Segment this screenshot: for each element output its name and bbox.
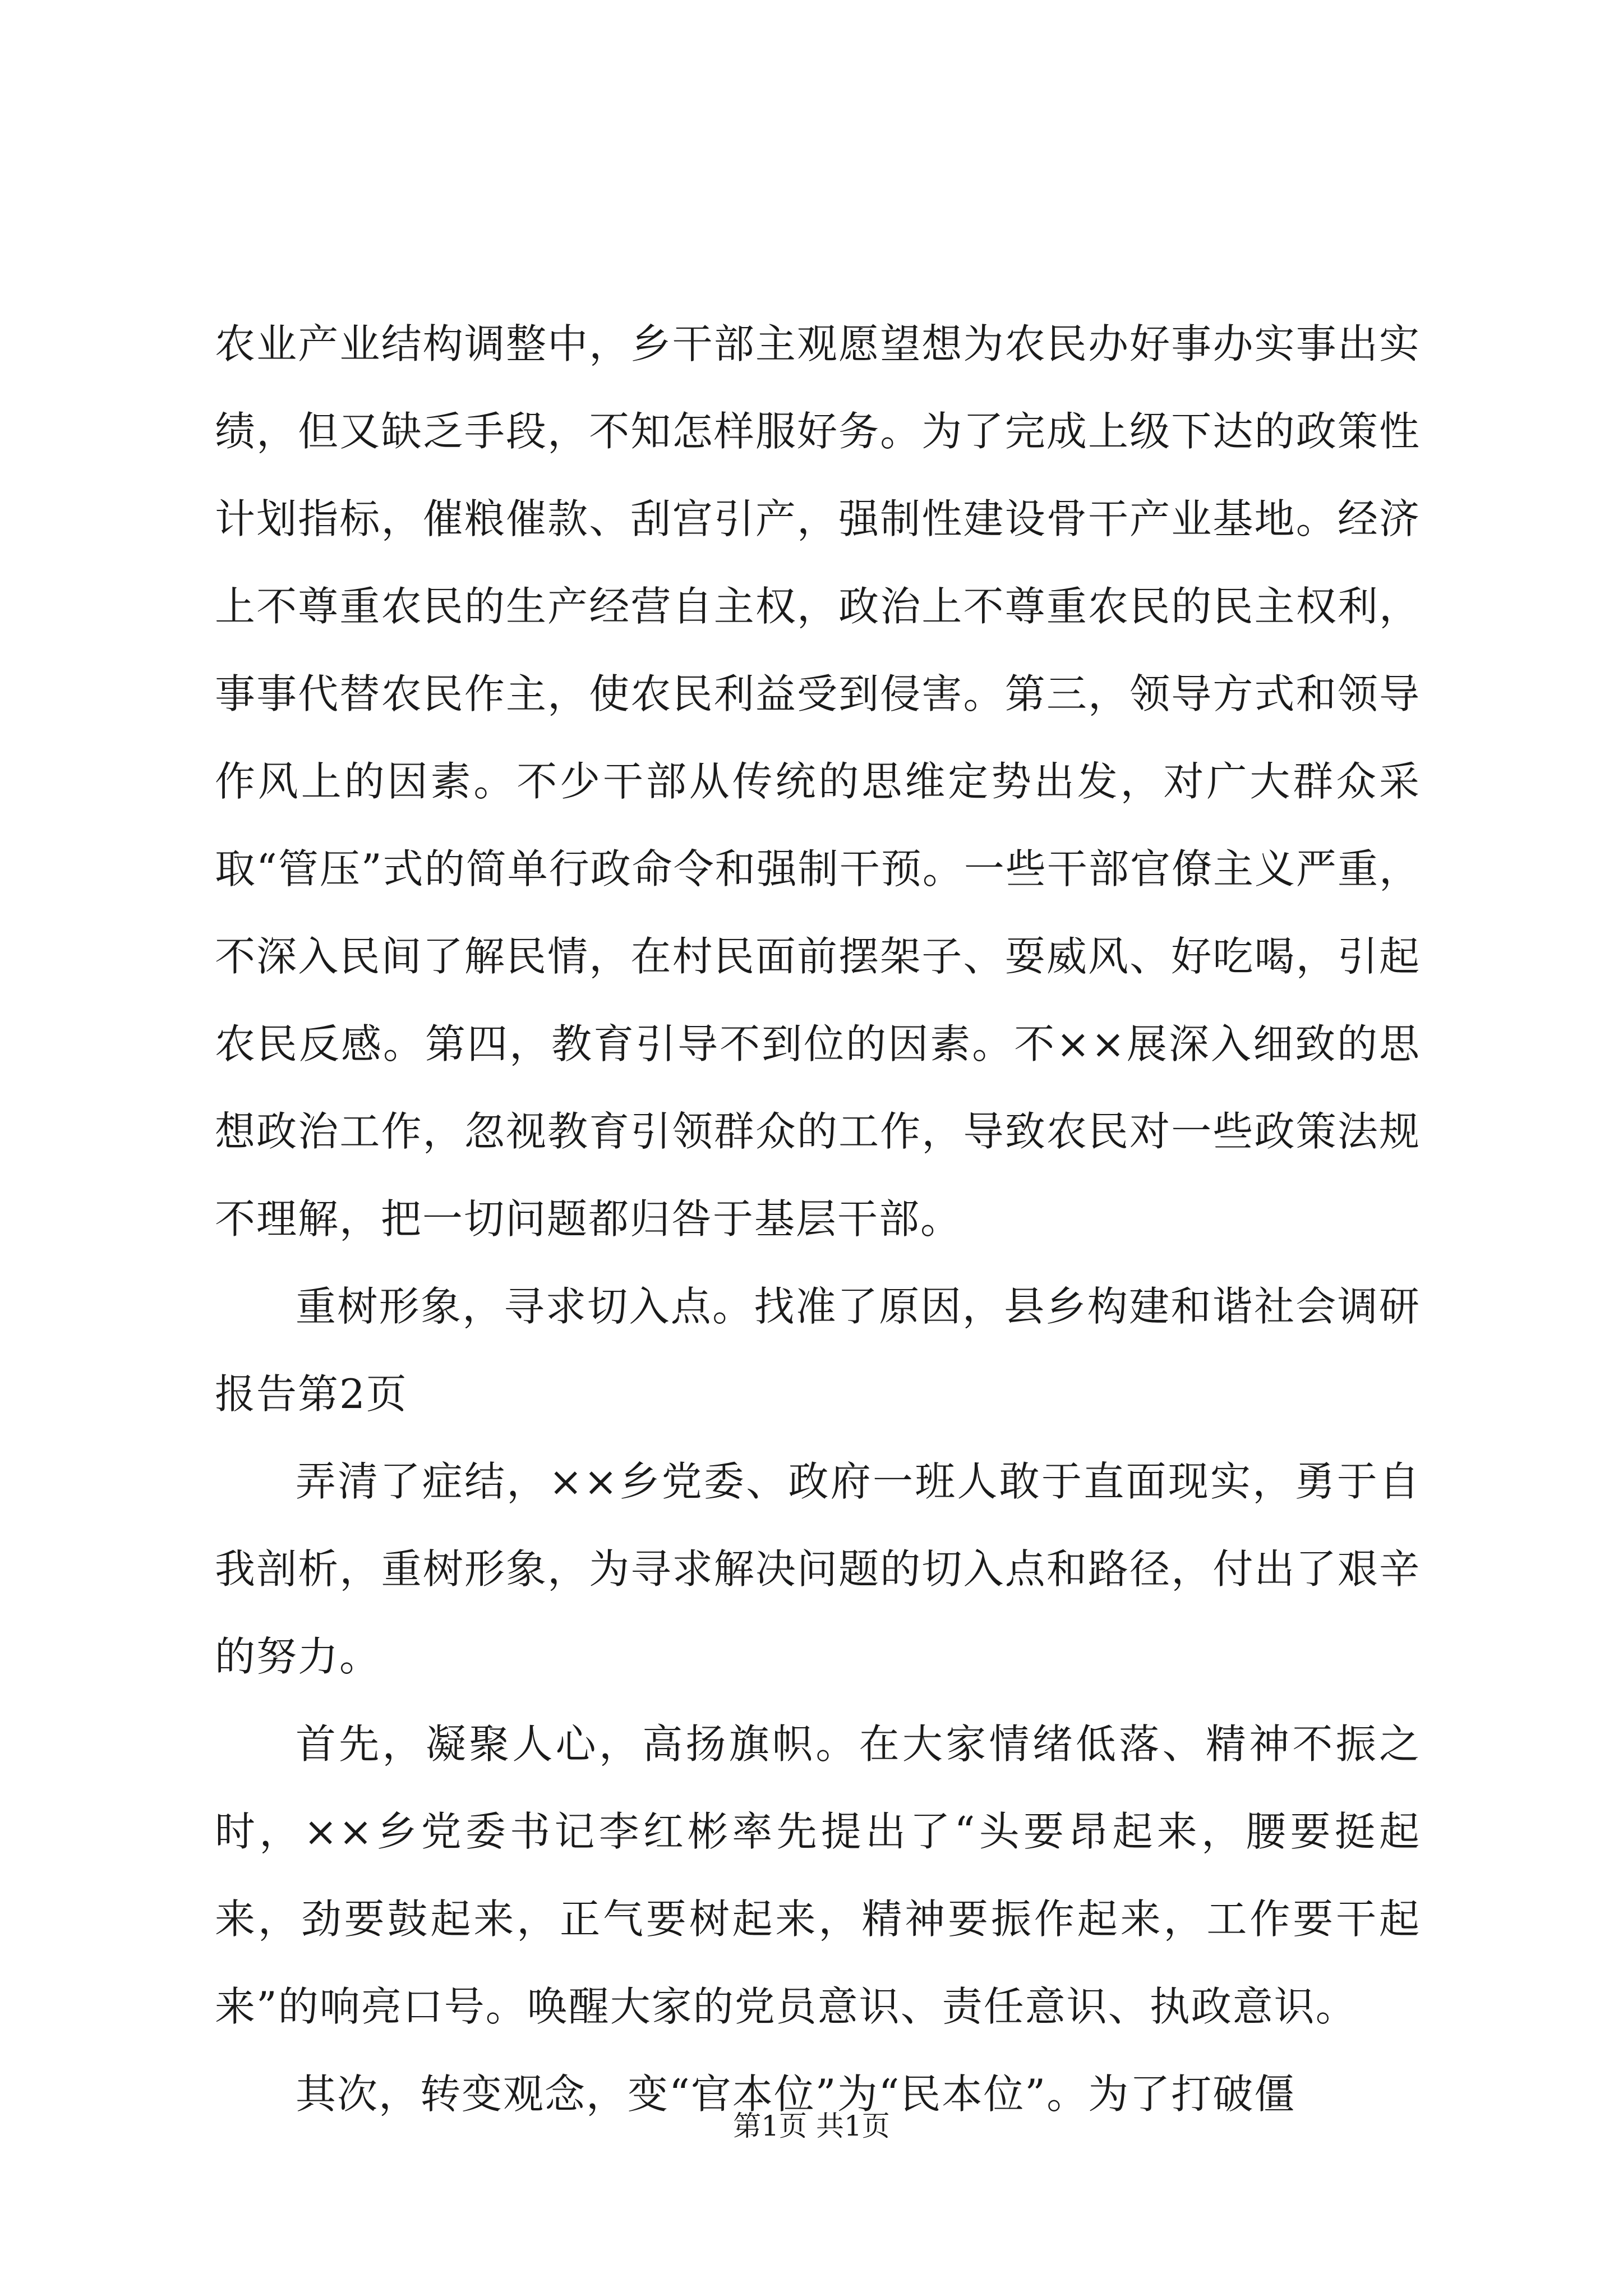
document-body [215, 300, 1421, 2138]
paragraph-5: 其次，转变观念，变“官本位”为“民本位”。为了打破僵 [296, 2070, 1296, 2118]
paragraph-4: 首先，凝聚人心，高扬旗帜。在大家情绪低落、精神不振之时，××乡党委书记李红彬率先提出了“头要昂起来，腰要挺起来，劲要鼓起来，正气要树起来，精神要振作起来，工作要干起来”的响亮口号。唤醒大家的党员意识、责任意识、执政意识。 [215, 1720, 1421, 2030]
paragraph-3: 弄清了症结，××乡党委、政府一班人敢于直面现实，勇于自我剖析，重树形象，为寻求解决问题的切入点和路径，付出了艰辛的努力。 [215, 1458, 1421, 1680]
page-footer: 第1页 共1页 [733, 2110, 890, 2142]
paragraph-1: 农业产业结构调整中，乡干部主观愿望想为农民办好事办实事出实绩，但又缺乏手段，不知怎样服好务。为了完成上级下达的政策性计划指标，催粮催款、刮宫引产，强制性建设骨干产业基地。经济上不尊重农民的生产经营自主权，政治上不尊重农民的民主权利，事事代替农民作主，使农民利益受到侵害。第三，领导方式和领导作风上的因素。不少干部从传统的思维定势出发，对广大群众采取“管压”式的简单行政命令和强制干预。一些干部官僚主义严重，不深入民间了解民情，在村民面前摆架子、耍威风、好吃喝，引起农民反感。第四，教育引导不到位的因素。不××展深入细致的思想政治工作，忽视教育引领群众的工作，导致农民对一些政策法规不理解，把一切问题都归咎于基层干部。 [215, 320, 1421, 1243]
paragraph-2: 重树形象，寻求切入点。找准了原因，县乡构建和谐社会调研报告第2页 [215, 1283, 1421, 1418]
